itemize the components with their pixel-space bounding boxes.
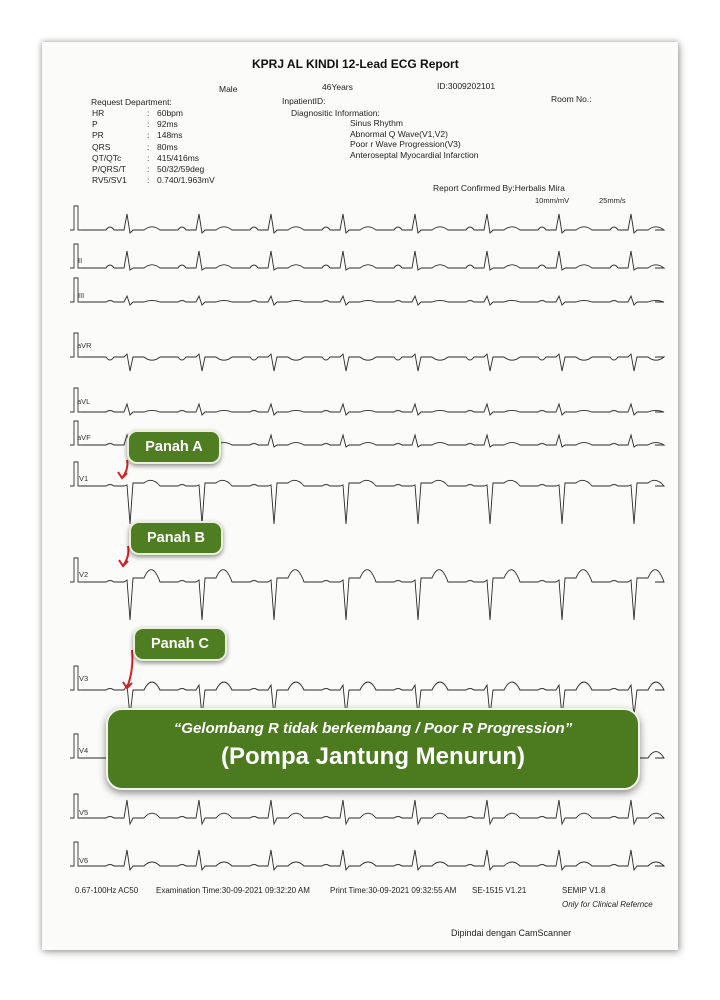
lead-label-aVR: aVR — [77, 341, 92, 350]
lead-label-V2: V2 — [79, 570, 89, 579]
red-arrow-icon — [118, 460, 127, 478]
arrow-c-label: Panah C — [133, 627, 227, 661]
ecg-trace-V5 — [82, 800, 664, 824]
measurement-row: RV5/SV1 : 0.740/1.963mV — [92, 175, 215, 186]
diagnosis-item: Poor r Wave Progression(V3) — [350, 139, 461, 150]
banner-line-1: “Gelombang R tidak berkembang / Poor R Progression” — [173, 720, 573, 737]
examination-time: Examination Time:30-09-2021 09:32:20 AM — [156, 886, 310, 895]
ecg-trace-II — [82, 251, 664, 270]
measurement-row: P : 92ms — [92, 119, 178, 130]
measurement-row: P/QRS/T : 50/32/59deg — [92, 164, 205, 175]
patient-age: 46Years — [322, 82, 353, 92]
lead-label-V5: V5 — [79, 808, 89, 817]
lead-label-aVL: aVL — [77, 397, 91, 406]
paper-speed: 25mm/s — [599, 196, 626, 205]
ecg-trace-V2 — [82, 570, 664, 620]
ecg-trace-III — [82, 296, 664, 305]
measurement-row: QT/QTc : 415/416ms — [92, 152, 200, 163]
poor-r-progression-banner — [106, 708, 640, 790]
diagnosis-item: Abnormal Q Wave(V1,V2) — [350, 128, 448, 139]
red-arrow-icon — [123, 650, 132, 688]
arrow-b-label: Panah B — [129, 521, 223, 555]
lead-label-V6: V6 — [79, 856, 89, 865]
confirmed-by: Report Confirmed By:Herbalis Mira — [433, 183, 565, 193]
arrow-a-label: Panah A — [127, 430, 221, 464]
measurement-row: QRS : 80ms — [92, 141, 178, 152]
lead-label-III: III — [78, 291, 85, 300]
camscanner-watermark: Dipindai dengan CamScanner — [451, 928, 572, 938]
filter-setting: 0.67-100Hz AC50 — [75, 886, 139, 895]
diagnostic-info-label: Diagnositic Information: — [291, 108, 380, 118]
room-number: Room No.: — [551, 94, 592, 104]
patient-id: ID:3009202101 — [437, 81, 496, 91]
lead-label-V4: V4 — [79, 746, 89, 755]
ecg-trace-aVL — [82, 404, 664, 415]
device-version: SE-1515 V1.21 — [472, 886, 527, 895]
lead-label-V1: V1 — [79, 474, 89, 483]
measurement-row: PR : 148ms — [92, 130, 183, 141]
lead-label-II: II — [78, 256, 83, 265]
lead-label-aVF: aVF — [77, 433, 91, 442]
ecg-trace-I — [82, 214, 664, 233]
diagnosis-item: Sinus Rhythm — [350, 118, 403, 128]
request-department: Request Department: — [91, 97, 172, 107]
ecg-trace-aVR — [82, 354, 664, 371]
inpatient-id: InpatientID: — [282, 96, 326, 106]
report-title: KPRJ AL KINDI 12-Lead ECG Report — [252, 57, 459, 71]
banner-line-2: (Pompa Jantung Menurun) — [221, 743, 525, 770]
print-time: Print Time:30-09-2021 09:32:55 AM — [330, 886, 457, 895]
software-version: SEMIP V1.8 — [562, 886, 606, 895]
ecg-trace-V1 — [82, 480, 664, 524]
clinical-reference-note: Only for Clinical Refernce — [562, 900, 653, 909]
diagnosis-item: Anteroseptal Myocardial Infarction — [350, 149, 479, 160]
ecg-trace-V6 — [82, 850, 664, 870]
measurement-row: HR : 60bpm — [92, 108, 183, 118]
red-arrow-icon — [119, 546, 128, 566]
calibration-pulse — [70, 206, 82, 230]
lead-label-V3: V3 — [79, 674, 89, 683]
gain-setting: 10mm/mV — [535, 196, 570, 205]
patient-gender: Male — [219, 84, 238, 94]
